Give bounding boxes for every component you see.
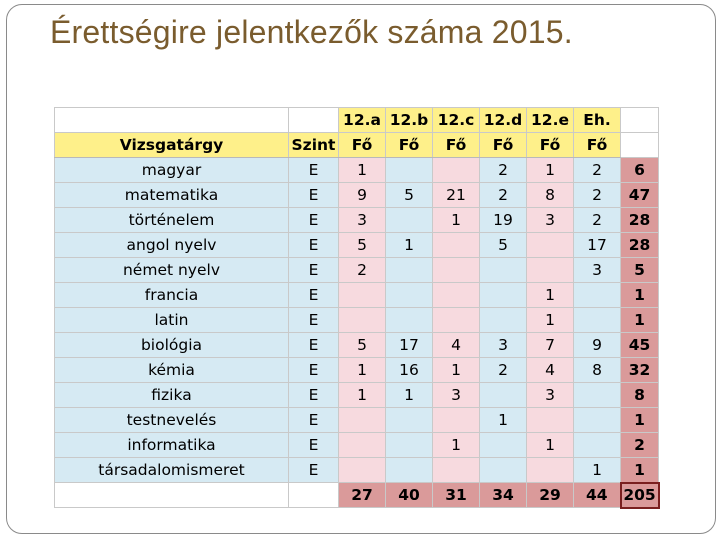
count-cell: 5 [480,233,527,258]
totals-row [55,483,659,508]
count-cell [433,233,480,258]
level-cell: E [289,158,339,183]
subject-cell: informatika [55,433,289,458]
count-cell: 8 [527,183,574,208]
row-total-cell: 5 [621,258,659,283]
count-cell: 4 [527,358,574,383]
row-total-cell: 8 [621,383,659,408]
count-cell [433,158,480,183]
count-cell: 2 [339,258,386,283]
level-cell: E [289,358,339,383]
header-empty-cell [289,108,339,133]
level-cell: E [289,233,339,258]
subject-cell: magyar [55,158,289,183]
count-column-header: Fő [339,133,386,158]
class-header: 12.d [480,108,527,133]
count-cell: 8 [574,358,621,383]
count-cell: 16 [386,358,433,383]
count-cell: 1 [527,283,574,308]
count-cell: 19 [480,208,527,233]
count-cell [386,208,433,233]
table-row [55,283,659,308]
count-column-header: Fő [386,133,433,158]
class-header: 12.c [433,108,480,133]
subject-cell: testnevelés [55,408,289,433]
table-row [55,208,659,233]
class-header: 12.e [527,108,574,133]
count-cell [480,283,527,308]
count-cell: 17 [386,333,433,358]
header-empty-cell [621,133,659,158]
level-cell: E [289,183,339,208]
subject-cell: kémia [55,358,289,383]
subject-cell: latin [55,308,289,333]
count-cell [574,383,621,408]
row-total-cell: 28 [621,233,659,258]
row-total-cell: 1 [621,283,659,308]
column-total-cell: 27 [339,483,386,508]
count-cell [386,408,433,433]
count-cell [574,433,621,458]
count-cell [480,433,527,458]
level-cell: E [289,408,339,433]
subject-cell: német nyelv [55,258,289,283]
count-cell: 3 [339,208,386,233]
row-total-cell: 6 [621,158,659,183]
header-row-labels [55,133,659,158]
count-cell: 2 [480,158,527,183]
table-row [55,158,659,183]
count-cell: 5 [386,183,433,208]
count-cell: 3 [480,333,527,358]
count-cell [339,408,386,433]
count-cell: 1 [527,308,574,333]
column-total-cell: 40 [386,483,433,508]
count-cell: 3 [527,208,574,233]
count-cell [527,258,574,283]
table-row [55,183,659,208]
count-cell: 1 [574,458,621,483]
count-cell [339,283,386,308]
count-cell: 2 [480,358,527,383]
count-cell: 5 [339,233,386,258]
subject-cell: biológia [55,333,289,358]
subject-cell: történelem [55,208,289,233]
count-cell: 9 [574,333,621,358]
footer-empty-cell [55,483,289,508]
count-cell: 1 [527,158,574,183]
level-cell: E [289,258,339,283]
row-total-cell: 1 [621,308,659,333]
count-cell [339,433,386,458]
count-cell [386,308,433,333]
row-total-cell: 45 [621,333,659,358]
level-cell: E [289,208,339,233]
count-cell: 21 [433,183,480,208]
count-cell: 2 [480,183,527,208]
row-total-cell: 32 [621,358,659,383]
count-cell: 2 [574,158,621,183]
count-cell [480,258,527,283]
table-row [55,308,659,333]
table-row [55,433,659,458]
level-column-header: Szint [289,133,339,158]
count-cell: 1 [433,208,480,233]
level-cell: E [289,383,339,408]
table-row [55,358,659,383]
subject-cell: társadalomismeret [55,458,289,483]
row-total-cell: 1 [621,458,659,483]
count-cell: 17 [574,233,621,258]
column-total-cell: 44 [574,483,621,508]
count-cell [339,308,386,333]
row-total-cell: 28 [621,208,659,233]
count-cell: 5 [339,333,386,358]
count-column-header: Fő [527,133,574,158]
row-total-cell: 1 [621,408,659,433]
row-total-cell: 47 [621,183,659,208]
count-column-header: Fő [480,133,527,158]
count-cell: 1 [433,433,480,458]
count-cell: 1 [386,383,433,408]
subject-cell: angol nyelv [55,233,289,258]
subject-column-header: Vizsgatárgy [55,133,289,158]
subject-cell: francia [55,283,289,308]
count-cell: 1 [386,233,433,258]
count-cell: 9 [339,183,386,208]
subject-cell: fizika [55,383,289,408]
count-cell: 2 [574,183,621,208]
count-cell [433,308,480,333]
level-cell: E [289,458,339,483]
grand-total-cell: 205 [621,483,659,508]
count-cell: 1 [339,358,386,383]
count-cell [527,458,574,483]
class-header: 12.a [339,108,386,133]
count-cell [527,233,574,258]
count-column-header: Fő [574,133,621,158]
count-cell [433,408,480,433]
count-cell: 1 [433,358,480,383]
count-cell [386,458,433,483]
count-cell [527,408,574,433]
level-cell: E [289,283,339,308]
count-cell: 4 [433,333,480,358]
count-cell [339,458,386,483]
count-cell [574,308,621,333]
count-cell: 1 [527,433,574,458]
count-cell [574,408,621,433]
level-cell: E [289,308,339,333]
count-cell: 1 [339,383,386,408]
count-cell [433,283,480,308]
count-cell: 3 [574,258,621,283]
exam-applicants-table [54,107,660,509]
count-cell [480,383,527,408]
count-cell: 3 [527,383,574,408]
level-cell: E [289,433,339,458]
count-column-header: Fő [433,133,480,158]
subject-cell: matematika [55,183,289,208]
footer-empty-cell [289,483,339,508]
class-header: Eh. [574,108,621,133]
count-cell [386,258,433,283]
column-total-cell: 31 [433,483,480,508]
table-row [55,233,659,258]
count-cell [386,158,433,183]
count-cell [433,258,480,283]
column-total-cell: 34 [480,483,527,508]
table-row [55,383,659,408]
level-cell: E [289,333,339,358]
header-row-classes [55,108,659,133]
count-cell [433,458,480,483]
row-total-cell: 2 [621,433,659,458]
class-header: 12.b [386,108,433,133]
count-cell: 1 [480,408,527,433]
count-cell [480,458,527,483]
table-row [55,458,659,483]
count-cell: 1 [339,158,386,183]
header-empty-cell [55,108,289,133]
table-row [55,408,659,433]
table-row [55,258,659,283]
slide-title: Érettségire jelentkezők száma 2015. [50,14,573,50]
table-row [55,333,659,358]
count-cell: 7 [527,333,574,358]
count-cell [480,308,527,333]
count-cell [574,283,621,308]
count-cell [386,433,433,458]
table-body [55,108,659,508]
count-cell: 3 [433,383,480,408]
header-empty-cell [621,108,659,133]
count-cell [386,283,433,308]
count-cell: 2 [574,208,621,233]
column-total-cell: 29 [527,483,574,508]
